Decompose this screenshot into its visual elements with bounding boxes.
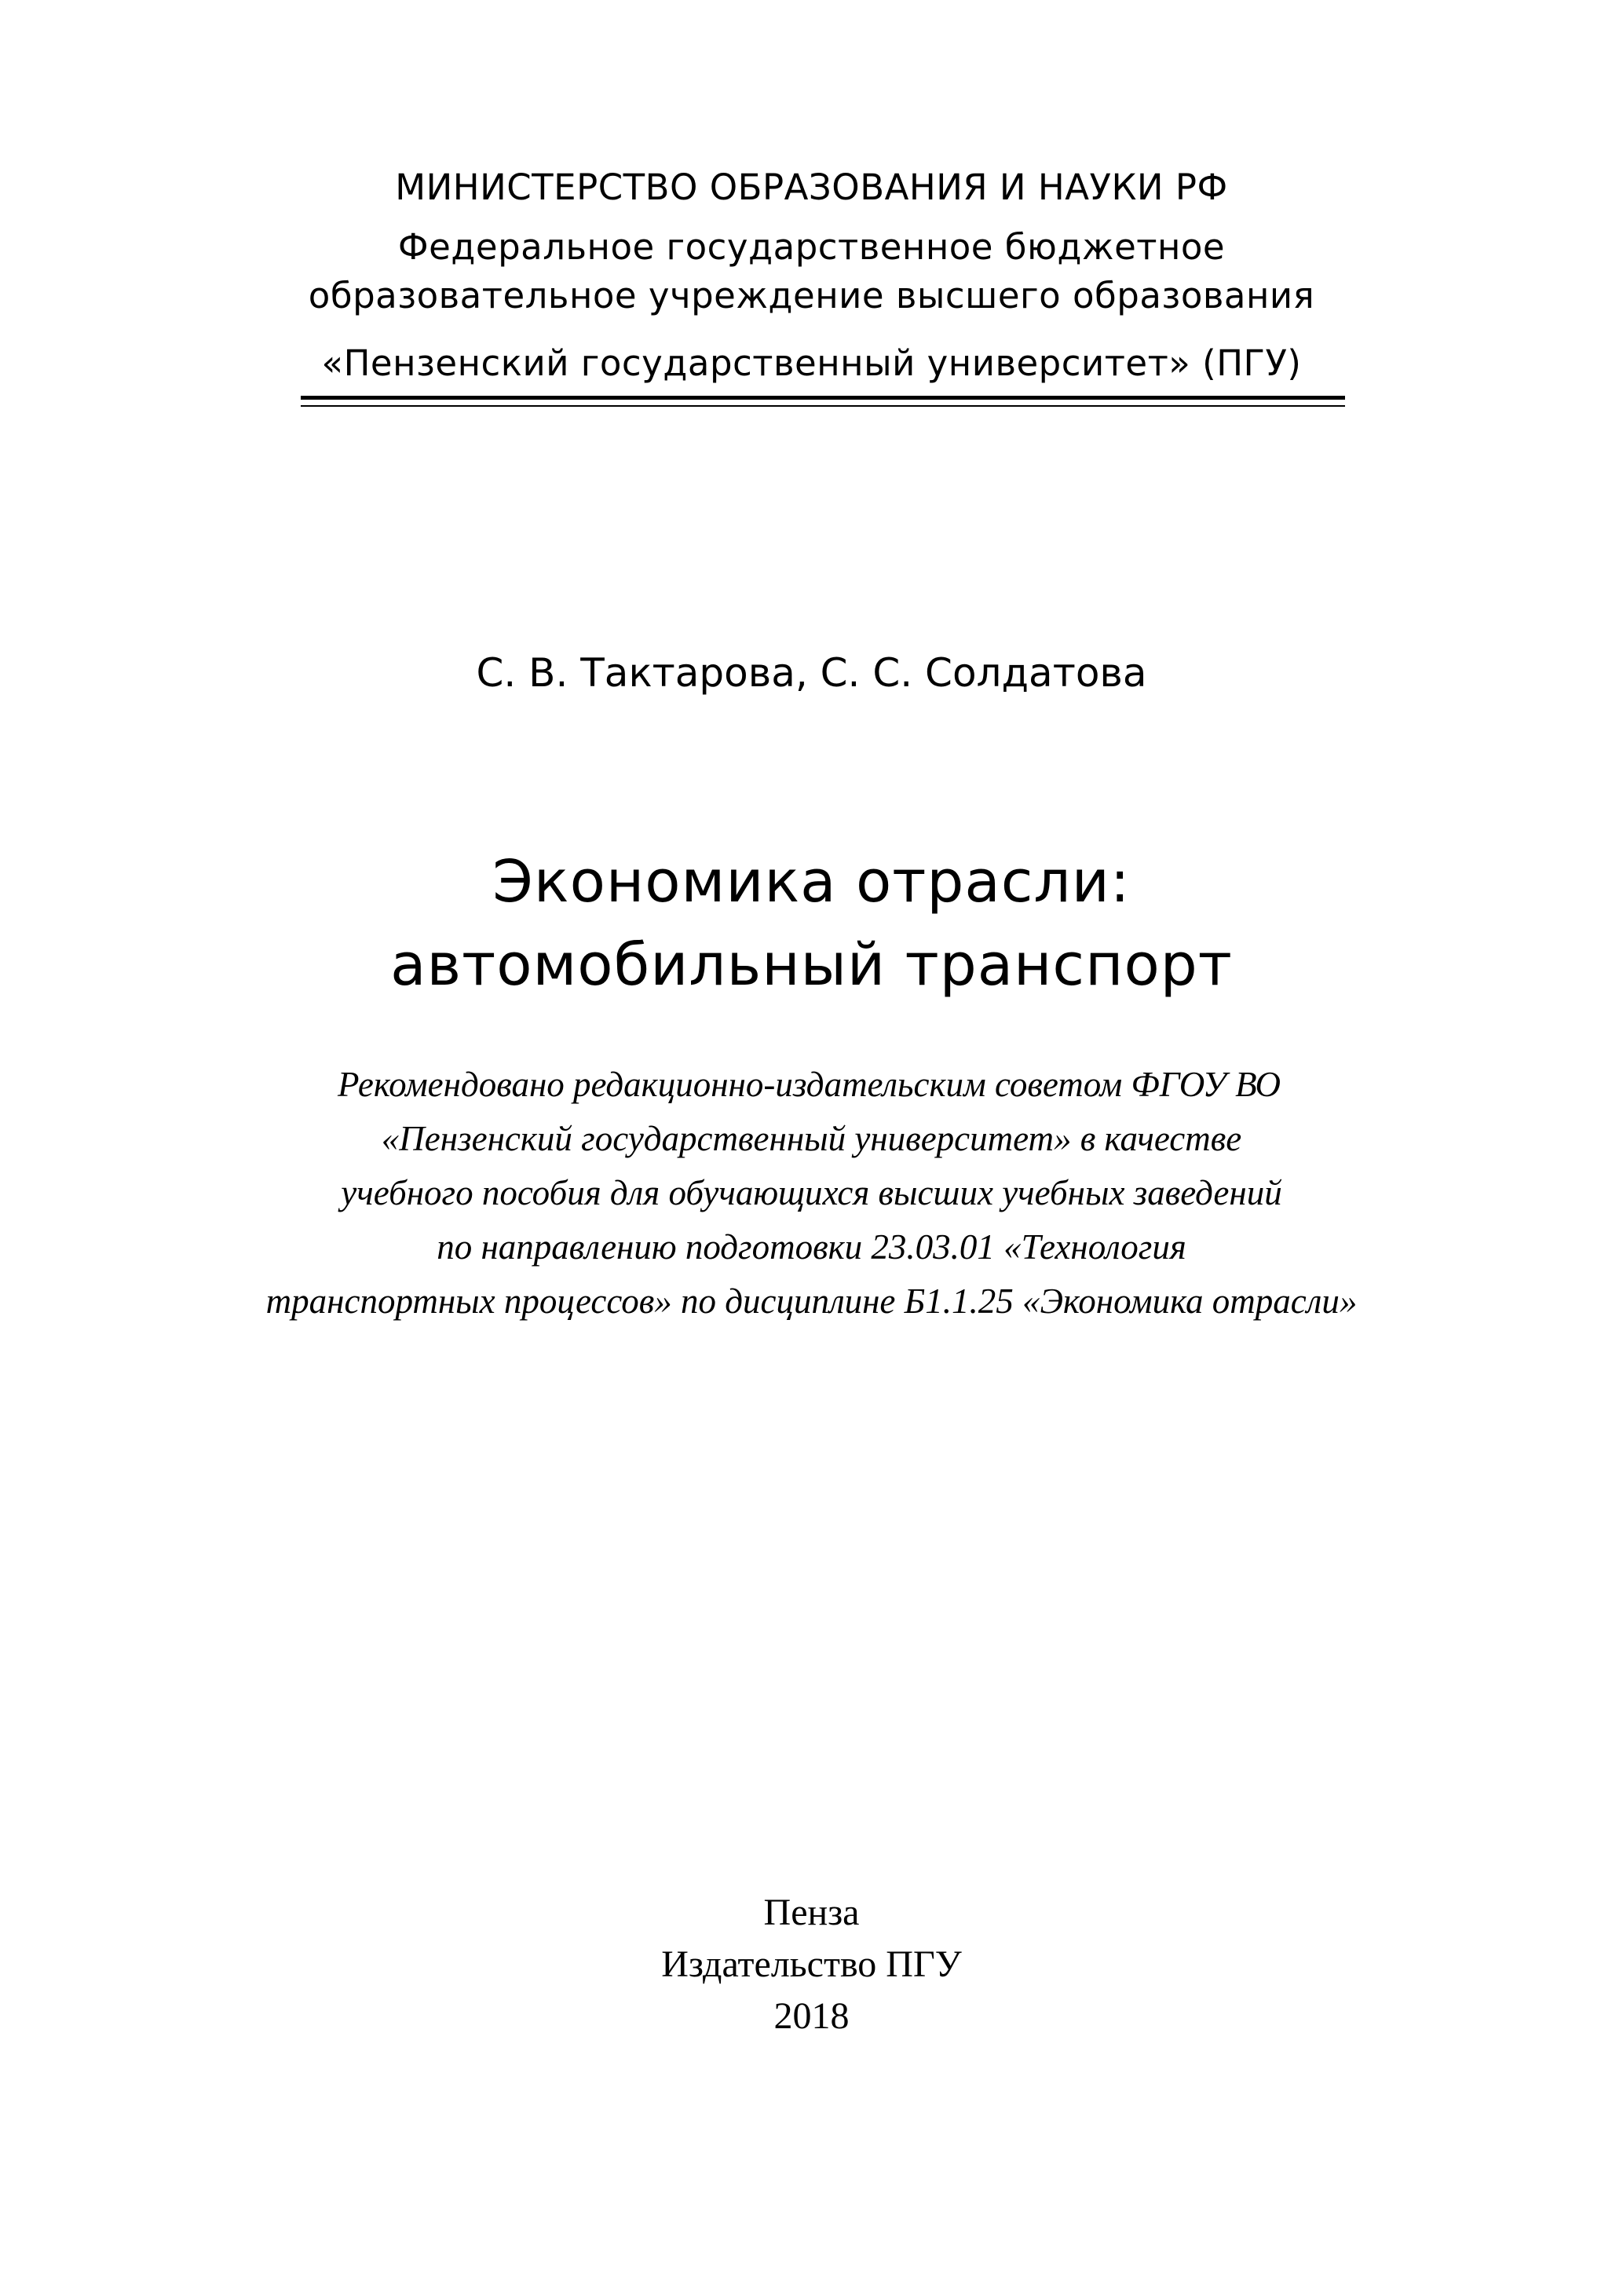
- institution-type-line-1: Федеральное государственное бюджетное: [397, 226, 1226, 268]
- imprint-year: 2018: [773, 1995, 850, 2037]
- ministry-name: МИНИСТЕРСТВО ОБРАЗОВАНИЯ И НАУКИ РФ: [395, 166, 1228, 208]
- recommendation-line-4: по направлению подготовки 23.03.01 «Технология: [437, 1227, 1186, 1267]
- imprint-city: Пенза: [763, 1892, 860, 1933]
- header-divider-thick: [301, 396, 1345, 400]
- recommendation-line-3: учебного пособия для обучающихся высших учебных заведений: [341, 1173, 1282, 1212]
- institution-type-line-2: образовательное учреждение высшего образования: [308, 275, 1315, 316]
- book-title-line-2: автомобильный транспорт: [390, 931, 1233, 999]
- book-title-line-1: Экономика отрасли:: [492, 848, 1131, 916]
- recommendation-line-1: Рекомендовано редакционно-издательским советом ФГОУ ВО: [338, 1065, 1281, 1104]
- imprint-publisher: Издательство ПГУ: [661, 1943, 962, 1985]
- recommendation-line-2: «Пензенский государственный университет» в качестве: [381, 1119, 1242, 1158]
- authors: С. В. Тактарова, С. С. Солдатова: [476, 650, 1147, 696]
- recommendation-line-5: транспортных процессов» по дисциплине Б1.1.25 «Экономика отрасли»: [265, 1281, 1358, 1321]
- header-divider-thin: [301, 405, 1345, 407]
- university-name: «Пензенский государственный университет» (ПГУ): [321, 342, 1302, 384]
